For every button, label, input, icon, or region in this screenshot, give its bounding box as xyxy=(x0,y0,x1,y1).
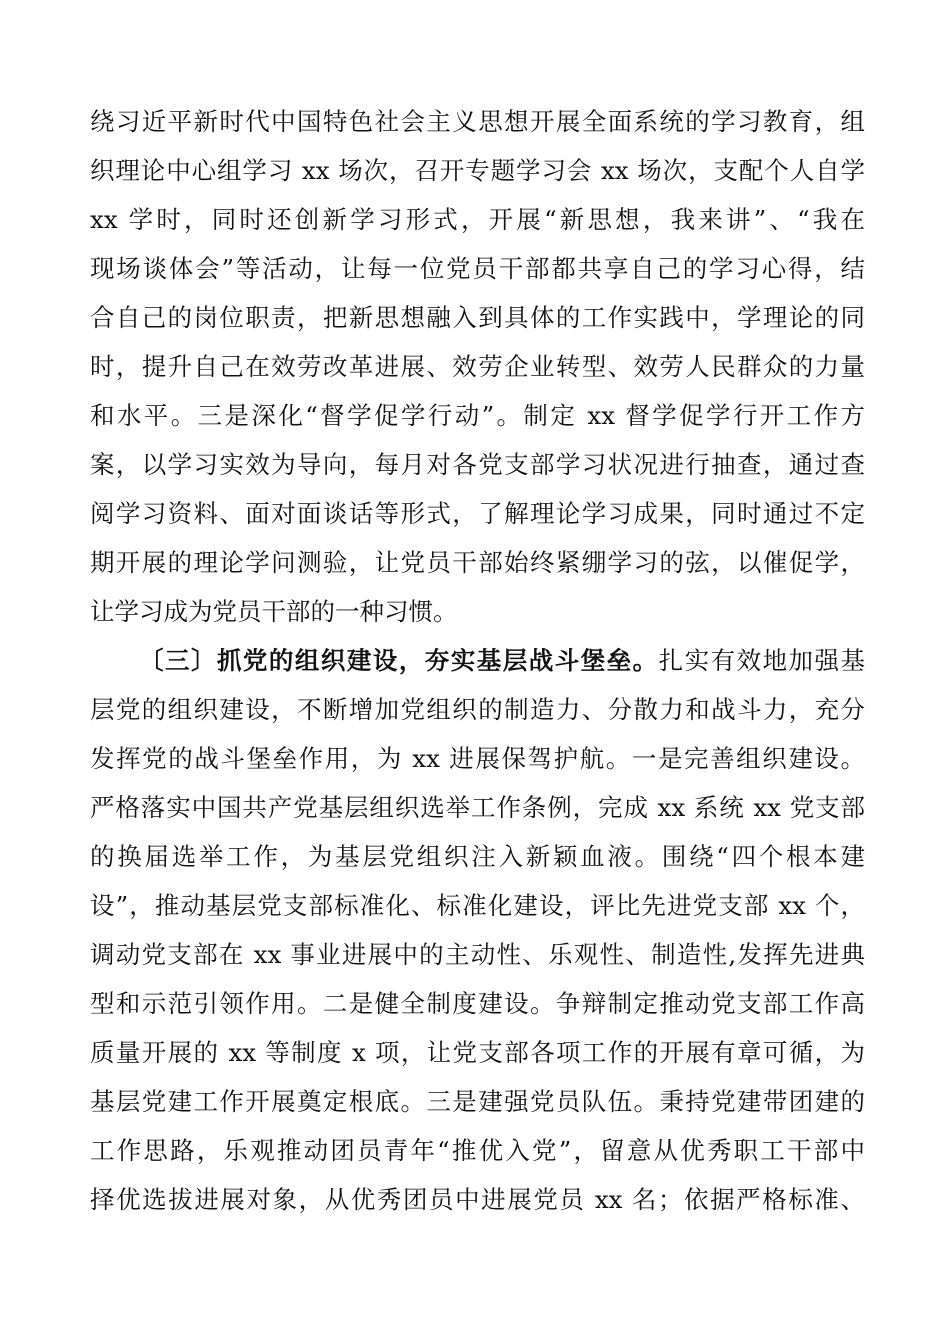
paragraph-line: 层党的组织建设，不断增加党组织的制造力、分散力和战斗力，充分 xyxy=(90,695,865,724)
paragraph-line: 工作思路，乐观推动团员青年“推优入党”，留意从优秀职工干部中 xyxy=(90,1136,865,1165)
section-heading: 〔三〕抓党的组织建设，夯实基层战斗堡垒。 xyxy=(139,646,659,675)
paragraph-line: 型和示范引领作用。二是健全制度建设。争辩制定推动党支部工作高 xyxy=(90,989,865,1018)
paragraph-line: 基层党建工作开展奠定根底。三是建强党员队伍。秉持党建带团建的 xyxy=(90,1087,865,1116)
paragraph-line: 织理论中心组学习 xx 场次，召开专题学习会 xx 场次，支配个人自学 xyxy=(90,156,865,185)
paragraph-line: 让学习成为党员干部的一种习惯。 xyxy=(90,597,458,626)
paragraph-line: 设”，推动基层党支部标准化、标准化建设，评比先进党支部 xx 个， xyxy=(90,891,865,920)
paragraph-line: 择优选拔进展对象，从优秀团员中进展党员 xx 名；依据严格标准、 xyxy=(90,1185,865,1214)
paragraph-line: 和水平。三是深化“督学促学行动”。制定 xx 督学促学行开工作方 xyxy=(90,401,865,430)
paragraph-line: 案，以学习实效为导向，每月对各党支部学习状况进行抽查，通过查 xyxy=(90,450,865,479)
paragraph-line: 期开展的理论学问测验，让党员干部始终紧绷学习的弦，以催促学， xyxy=(90,548,865,577)
paragraph-line: 时，提升自己在效劳改革进展、效劳企业转型、效劳人民群众的力量 xyxy=(90,352,865,381)
paragraph-line: 严格落实中国共产党基层组织选举工作条例，完成 xx 系统 xx 党支部 xyxy=(90,793,865,822)
paragraph-line: 发挥党的战斗堡垒作用，为 xx 进展保驾护航。一是完善组织建设。 xyxy=(90,744,865,773)
paragraph-line: 绕习近平新时代中国特色社会主义思想开展全面系统的学习教育，组 xyxy=(90,107,865,136)
paragraph-line: xx 学时，同时还创新学习形式，开展“新思想，我来讲”、“我在 xyxy=(90,205,865,234)
paragraph-line: 调动党支部在 xx 事业进展中的主动性、乐观性、制造性,发挥先进典 xyxy=(90,940,865,969)
paragraph-line: 的换届选举工作，为基层党组织注入新颖血液。围绕“四个根本建 xyxy=(90,842,865,871)
paragraph-first-line-text: 扎实有效地加强基 xyxy=(658,646,866,675)
paragraph-line: 现场谈体会”等活动，让每一位党员干部都共享自己的学习心得，结 xyxy=(90,254,865,283)
paragraph-first-line xyxy=(139,637,865,685)
paragraph-line: 阅学习资料、面对面谈话等形式，了解理论学习成果，同时通过不定 xyxy=(90,499,865,528)
paragraph-line: 合自己的岗位职责，把新思想融入到具体的工作实践中，学理论的同 xyxy=(90,303,865,332)
paragraph-line: 质量开展的 xx 等制度 x 项，让党支部各项工作的开展有章可循，为 xyxy=(90,1038,865,1067)
